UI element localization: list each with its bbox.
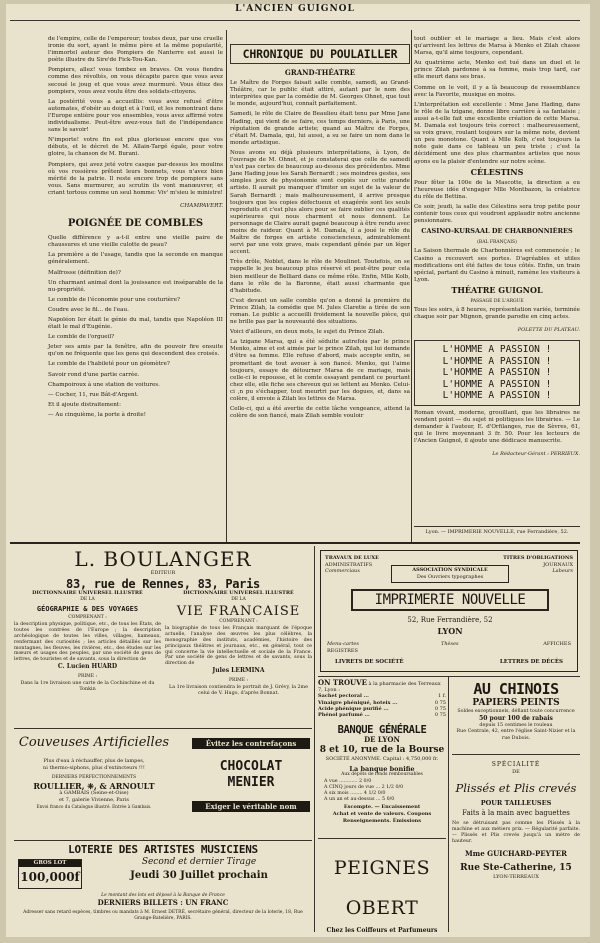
passion-line: L'HOMME A PASSION ! — [442, 378, 552, 390]
paragraph: Pour fêter la 100e de la Mascotte, la direction a eu l'heureuse idée d'engager Mlle Montbazon, la créatrice du rôle de Bettina. — [414, 179, 580, 200]
paragraph: Coudre avec le fil... de l'eau. — [48, 306, 129, 313]
paragraph: Samedi, le rôle de Claire de Beaulieu était tenu par Mme Jane Hading, qui vient de se faire, ces temps derniers, à Paris, une réputation de grande artiste; quand au Maître de Forges, c'était M. Damala, qui, lui aussi, a su se faire un nom dans le monde artistique. — [230, 111, 410, 146]
imp-journaux: JOURNAUX — [543, 561, 573, 568]
section-title: CÉLESTINS — [470, 166, 524, 177]
paragraph: Jeter ses amis par la fenêtre, afin de pouvoir fire ensuite qu'on ne fréquente que les gens qui descendent des croisés. — [48, 344, 223, 358]
dict-comprenant: COMPRENANT : — [219, 618, 258, 624]
ad-line: Plus d'eau à réchauffer, plus de lampes, — [43, 758, 145, 764]
imp-right-top — [503, 555, 573, 575]
signature: CHAMPAVERT. — [180, 202, 223, 209]
item: Phénol parfumé ... — [318, 712, 370, 719]
section-title: CASINO-KURSAAL DE CHARBONNIÈRES — [421, 227, 573, 236]
ad-couveuses — [14, 732, 174, 838]
paragraph: Le comble de l'économie pour une couturière? — [48, 296, 181, 303]
ad-line: et 7, galerie Vivienne, Paris — [59, 796, 129, 803]
ad-spec: SPÉCIALITÉ — [491, 761, 541, 768]
dict-head: DICTIONNAIRE UNIVERSEL ILLUSTRÉ — [183, 590, 294, 596]
imp-assoc — [391, 565, 509, 583]
item: Vinaigre phéniqué, hoteix ... — [318, 699, 398, 706]
paragraph: C'est devant un salle comble qu'on a donné la première du Prince Zilah, la comédie que M. Jules Claretie a tirée de son roman. Le public a accueilli froidement la nouvelle pièce, qui ne brille pas par la nouveauté des situations. — [230, 297, 410, 326]
ad-address: Rue Ste-Catherine, 15 — [460, 862, 572, 873]
dict-prime: Dans la 1re livraison une carte de la Cochinchine et du Tonkin — [20, 680, 155, 693]
ad-city: LYON-TERREAUX — [493, 873, 539, 880]
ad-line: Soldes exceptionnels, défiant toute concurrence — [457, 709, 575, 714]
ad-title: Couveuses Artificielles — [18, 735, 170, 750]
imp-assoc-1: ASSOCIATION SYNDICALE — [412, 567, 488, 573]
imp-right-bottom — [543, 641, 571, 648]
price: 1 f. — [437, 693, 446, 700]
paragraph: Le comble de l'orgueil? — [48, 334, 115, 341]
newspaper-header: L'ANCIEN GUIGNOL — [235, 4, 355, 14]
passion-line: L'HOMME A PASSION ! — [442, 390, 552, 402]
ad-line: DERNIERS PERFECTIONNEMENTS — [51, 774, 137, 780]
imp-commerciaux: Commerciaux — [325, 568, 361, 574]
section-subtitle: (BAL FRANÇAIS) — [477, 240, 517, 246]
ad-faits: Faits à la main avec baguettes — [462, 809, 570, 818]
ad-banque — [318, 724, 446, 836]
dict-title: VIE FRANCAISE — [176, 603, 301, 619]
imp-travaux: TRAVAUX DE LUXE — [325, 555, 379, 561]
imp-assoc-2: Des Ouvriers typographes — [416, 574, 484, 580]
section-title: POIGNÉE DE COMBLES — [67, 218, 204, 230]
paragraph: La postérité vous a accueillis: vous avez refusé d'être automates, d'obéir au doigt et à l'œil, et les remontrant dans l'Europe entière pour vos ensembles, vous avez affirmé votre individualisme. Peut-être avez-vous fait de l'indépendance sans le savoir! — [48, 98, 223, 134]
column-3 — [414, 36, 580, 524]
paragraph: Pompiers, qui avez jeté votre casque par-dessus les moulins où vos rossières prêtent leurs bonnets, vous n'avez bien mérité de la patrie. Il reste encore trop de pompiers sans vous. Sans murmurer, au scrutin ils vont manœuvrer, et criant tortous comme un seul homme: Viv' m'sieu le ministre! — [48, 161, 223, 196]
section-subtitle: GRAND-THÉATRE — [284, 68, 356, 77]
imp-livrets: LIVRETS DE SOCIÉTÉ — [335, 659, 404, 665]
section-subtitle: PASSAGE DE L'ARGUE — [470, 299, 524, 304]
imp-name: IMPRIMERIE NOUVELLE — [351, 589, 549, 611]
paragraph: Quelle différence y a-t-il entre une vieille paire de chaussures et une vieille culotte de peau? — [48, 235, 223, 249]
imp-address: 52, Rue Ferrandière, 52 — [407, 616, 493, 624]
ad-address: 83, rue de Rennes, 83, Paris — [66, 576, 260, 591]
passion-line: L'HOMME A PASSION ! — [442, 344, 552, 356]
ad-ontrouve — [318, 680, 446, 720]
paragraph: Et il ajoute distraitement: — [48, 401, 122, 408]
item: Acide phénique purifié ... — [318, 705, 389, 712]
ad-auchinois — [452, 680, 580, 750]
column-2 — [230, 66, 410, 546]
ad-chocolat — [192, 738, 310, 834]
section-title: THÉATRE GUIGNOL — [451, 284, 543, 295]
paragraph: de l'empire, celle de l'empereur; toutes deux, par une cruelle ironie du sort, ayant le même père et la même popularité, l'immortel auteur des Pompiers de Nanterre est aussi le poète illustre du Sire'de Fick-Tou-Kan. — [48, 36, 223, 64]
price: 0 75 — [434, 705, 446, 712]
paragraph: Celle-ci, qui a été avertie de cette lâche vengeance, attend la colère de son fiancé, mais Zilah semble vouloir — [230, 406, 410, 420]
column-1 — [48, 36, 223, 541]
imp-admin: ADMINISTRATIFS — [325, 561, 373, 568]
ad-name: ROULLIER, ❈, & ARNOULT — [33, 781, 155, 792]
ads-rule — [14, 840, 312, 841]
passion-box — [414, 340, 580, 406]
ads-rule — [14, 728, 312, 729]
paragraph: La première a de l'usage, tandis que la seconde en manque généralement. — [48, 252, 223, 266]
ad-lead: ON TROUVE — [318, 678, 367, 687]
imp-theses: Thèses — [441, 641, 459, 647]
imprint: Lyon. — IMPRIMERIE NOUVELLE, rue Ferrandière, 52. — [414, 526, 580, 535]
paragraph: Pompiers, allez! vous tombez en braves. On vous fiendra comme des révoltés, on vous décapite parce que vous avez secoué le joug et que vous avez murmuré. Vous étiez des pompiers, vous avez voulu être des soldats-citoyens. — [48, 67, 223, 95]
ad-boulanger — [14, 548, 312, 726]
imp-affiches: AFFICHES — [543, 641, 571, 647]
paragraph: Tous les soirs, à 8 heures, représentation variée, terminée chaque soir par Mignon, grande parodie en cinq actes. — [414, 307, 580, 321]
ad-subtitle: PAPIERS PEINTS — [472, 698, 560, 708]
ad-name: CHOCOLAT — [219, 759, 283, 774]
paragraph: La Saison thermale de Charbonnières est commencée ; le Casino a recouvert ses portes. D'agréables et utiles modifications ont été faites de tous côtés. Enfin, un train spécial, partant du Casino à minuit, ramène les visiteurs à Lyon. — [414, 248, 580, 283]
imp-labeurs: Labeurs — [552, 568, 573, 574]
rate: A vue ............ 2 0/0 — [324, 779, 372, 785]
dict-de: DE LA — [80, 596, 95, 602]
imp-left-bottom — [327, 641, 359, 654]
ads-divider — [314, 546, 315, 932]
dict-prime-label: PRIME : — [228, 677, 249, 683]
dict-comprenant: COMPRENANT : — [68, 614, 107, 620]
ad-title: LOTERIE DES ARTISTES MUSICIENS — [68, 843, 258, 856]
paragraph: Très drôle, Noblet, dans le rôle de Moulinet. Toutefois, on se rappelle le jeu beaucoup plus réservé et peut-être pour cela bien meilleur de Belliard dans ce même rôle. Enfin, Mlle Kolb, dans le rôle de la Baronne, était aussi charmante que d'habitude. — [230, 259, 410, 294]
ad-loterie — [14, 843, 312, 929]
ad-line: depuis 15 centimes le rouleau — [479, 722, 553, 728]
rate: A un an et au-dessus ... 5 0/0 — [324, 796, 395, 802]
paragraph: Un charmant animal dont la jouissance est inséparable de la nu-propriété. — [48, 279, 223, 293]
ad-text: Ne se détruisant pas comme les Plissés à la machine et aux métiers prix. — Régularité parfaite. — Plissés et Plis crevés jusqu'à un mètre de hauteur. — [452, 821, 580, 845]
gros-lot-value: 100,000f — [20, 869, 80, 884]
dict-author: C. Lucien HUARD — [57, 662, 118, 670]
paragraph: N'importe! votre fin est plus glorieuse encore que vos débuts, et le décret de M. Allain-Targé égale, pour votre gloire, la chanson de M. Burani. — [48, 137, 223, 158]
ad-line: ni thermo-siphons, plus d'extincteurs !!! — [43, 764, 145, 771]
rates-list — [318, 779, 446, 802]
ad-bonifie: La banque bonifie — [349, 764, 415, 773]
dict-prime: La 1re livraison contiendra le portrait de J. Grévy, la 2me celui de V. Hugo, d'après Bonnat. — [169, 684, 308, 697]
ad-subtitle: ÉDITEUR — [150, 570, 176, 576]
paragraph: — Cocher, 11, rue Bât-d'Argent. — [48, 391, 139, 398]
ad-title: L. BOULANGER — [74, 547, 252, 571]
ad-imprimerie — [320, 550, 578, 672]
redacteur: Le Rédacteur-Gérant : PERRIEUX. — [492, 451, 580, 458]
price: 0 75 — [434, 699, 446, 706]
ad-title: BANQUE GÉNÉRALE — [337, 724, 427, 736]
ad-de: DE — [512, 768, 520, 775]
paragraph: Malfrosse (définition de)? — [48, 269, 121, 276]
paragraph: L'interprétation est excellente : Mme Jane Hading, dans le rôle de la tzigane, donne libre carrière à sa fantaisie ; aussi a-t-elle fait une excellente création de cette Marsa. M. Damala est toujours très correct : malheureusement, sa voix grave, roulant toujours sur la même note, devient un peu monotone. Quant à Mlle Kolb, c'est toujours la note gaie dans ce tableau un peu triste ; c'est la décidément une des plus charmantes artistes que nous ayons eu la plaisir d'entendre sur notre scène. — [414, 101, 580, 165]
ad-line: à la pharmacie des Terreaux 7, Lyon : — [318, 681, 441, 694]
ad-pour: POUR TAILLEUSES — [480, 798, 552, 807]
ads-top-rule — [10, 542, 580, 544]
paragraph: Napoléon Ier était le génie du mal, tandis que Napoléon III était le mal d'Eugénie. — [48, 317, 223, 331]
paragraph: Nous avons eu déjà plusieurs interprétations, à Lyon, de l'ouvrage de M. Ohnet, et je constaterai que celle de samedi n'est pas certes de beaucoup au-dessus des précédentes. Mme Jane Hading joue les Sarah Bernardt ; ses moindres gestes, ses simples jeux de physionomie sont copiés sur cette grande artiste. Il aurait pu manquer d'imiter un sujet de la valeur de Sarah Bernardt ; mais malheureusement, il arrive presque toujours que les copies défectueux et exagérés sont les seuls reproduits et c'est plus alors pour se faire oublier ces qualités supérieures qui nous charment et nous donnent. Le personnage de Claire aurait gagné beaucoup à être rendu avec moins de raideur. Quant à M. Damala, il a joué le rôle du Maître de forges en artiste consciencieux, admirablement servi par une voix grave, mais cependant gênée par un léger accent. — [230, 149, 410, 256]
dict-vie-francaise — [165, 590, 312, 726]
item: Sachet pectoral ... — [318, 693, 369, 700]
ad-second: Second et dernier Tirage — [141, 857, 257, 867]
dict-text: la description physique, politique, etc., de tous les États, de toutes les contrées de l'Europe ; la description archéologique de toutes les villes, villages, hameaux, renfermant des curiosités ; les articles détaillés sur les montagnes, les fleuves, les rivières, etc., des études sur les mœurs et usages des peuples, par une société de gens de lettres, de touristes et de savants, sous la direction de — [14, 622, 161, 663]
ad-capital: SOCIÉTÉ ANONYME. Capital : 4,750,000 fr. — [325, 755, 439, 762]
paragraph: La tzigane Marsa, qui a été séduite autrefois par le prince Menko, aime et est aimée par le prince Zilah, qui lui demande d'être sa femme. Elle refuse d'abord, mais accepte enfin, se promettant de tout avouer à son fiancé. Menko, qui l'aime toujours, essaye de détourner Marsa de ce mariage, mais celle-ci le repousse, et le comte essayant pendant ce pourtant chez elle, elle fiche ses cheveux qui se lettent au Menko. Celui-ci ,n pu s'échapper, tout meurtri par les dogues, et, dans sa colère, il envoie à Zilah les lettres de Marsa. — [230, 339, 410, 403]
imp-left-top — [325, 555, 385, 575]
ad-line: 50 pour 100 de rabais — [479, 714, 553, 722]
rate: A six mois ........ 4 1/2 0/0 — [324, 790, 386, 796]
imp-menu: Menu-cartes — [327, 641, 359, 647]
paragraph: Le Maître de Forges faisait salle comble, samedi, au Grand-Théâtre, car le public était attiré, autant par le nom des interprètes que par la comédie de M. Georges Ohnet, que tout le monde, aujourd'hui, connaît parfaitement. — [230, 80, 410, 108]
ad-title: Plissés et Plis crevés — [455, 780, 577, 795]
dict-prime-label: PRIME : — [77, 673, 98, 679]
signature: POLETTE DU PLATEAU. — [517, 327, 580, 334]
paragraph: Voici d'ailleurs, en deux mots, le sujet du Prince Zilah. — [230, 329, 385, 336]
gros-lot-label: GROS LOT — [19, 860, 81, 867]
ad-line: Adresser sans retard espèces, timbres ou mandats à M. Ernest DETRÉ, secrétaire général, directeur de la loterie, 18, Rue Grange-Batelière, PARIS. — [23, 910, 303, 921]
rate: A CINQ jours de vue ... 2 1/2 0/0 — [324, 784, 404, 790]
ad-subtitle: DE LYON — [364, 735, 400, 744]
price-row — [318, 712, 446, 718]
ad-subtitle: Chez les Coiffeurs et Parfumeurs — [326, 927, 438, 934]
ad-plisses — [452, 758, 580, 930]
imp-city: LYON — [437, 626, 463, 636]
ad-name-2: MENIER — [227, 775, 275, 790]
ad-peignes — [318, 842, 446, 934]
passion-line: L'HOMME A PASSION ! — [442, 355, 552, 367]
imp-titres: TITRES D'OBLIGATIONS — [503, 555, 573, 561]
imp-deces: LETTRES DE DÉCÈS — [499, 659, 563, 665]
dict-head: DICTIONNAIRE UNIVERSEL ILLUSTRÉ — [32, 590, 143, 596]
paragraph: — Au cinquième, la porte à droite! — [48, 411, 146, 418]
paragraph: Au quatrième acte, Menko est tué dans un duel et le prince Zilah pardonne à sa femme, mais trop tard, car elle meurt dans ses bras. — [414, 60, 580, 81]
ad-title: AU CHINOIS — [473, 680, 559, 698]
ad-line: Renseignements. Émissions — [342, 817, 422, 824]
paragraph: Le comble de l'habileté pour un géomètre? — [48, 361, 170, 368]
ads-divider — [448, 676, 449, 932]
ads-rule — [452, 754, 580, 755]
ad-exiger: Exiger le véritable nom — [192, 801, 310, 812]
dict-text: la biographie de tous les Français marquant de l'époque actuelle, l'analyse des œuvres les plus célèbres, la monographie des instituts, académies, l'histoire des principaux théâtres et journaux, etc., en général, tout ce qui concerne la vie intellectuelle et sociale de la France. Par une société de gens de lettres et de savants, sous la direction de — [165, 626, 312, 667]
ad-line: Le montant des lots est déposé à la Banque de France — [101, 893, 225, 898]
paragraph: Ce soir, jeudi, la salle des Célestins sera trop petite pour contenir tous ceux qui voudront applaudir notre ancienne pensionnaire. — [414, 203, 580, 225]
ad-line: à GAMBAIS (Seine-et-Oise) — [59, 790, 129, 797]
ad-address: 8 et 10, rue de la Bourse — [319, 744, 445, 755]
ads-rule — [318, 838, 446, 839]
dict-author: Jules LERMINA — [212, 666, 265, 674]
ad-line: Achat et vente de valeurs. Coupons — [332, 811, 432, 818]
ad-name: Mme GUICHARD-PEYTER — [465, 849, 567, 859]
paragraph: tout oublier et le mariage a lieu. Mais c'est alors qu'arrivent les lettres de Marsa à Menko et Zilah chasse Marsa, qu'il aime toujours, cependant. — [414, 36, 580, 57]
ad-line: Rue Centrale, 42, entre l'église Saint-Nizier et la rue Dubois. — [456, 729, 576, 742]
ad-evitez: Évitez les contrefaçons — [192, 738, 310, 749]
ad-line: DERNIERS BILLETS : UN FRANC — [97, 898, 229, 907]
header-rule — [10, 20, 580, 21]
column-divider — [411, 30, 412, 542]
paragraph: Champoiroux à une station de voitures. — [48, 381, 160, 388]
price: 0 75 — [434, 712, 446, 719]
paragraph: Roman vivant, moderne, grouillant, que les libraires ne vendent point — du sujet ni politiques les librairies. — Le demander à l'auteur, E. d'Orfilanges, rue de Sèvres, 61, qui le livre moyennant 3 fr. 50. Pour les lecteurs de l'Ancien Guignol, il ajoute une dédicace manuscrite. — [414, 409, 580, 445]
dict-title: GÉOGRAPHIE & DES VOYAGES — [36, 604, 139, 613]
ad-line: Aux dépôts de fonds remboursables — [341, 772, 423, 778]
paragraph: Comme on le voit, il y a là beaucoup de ressemblance avec la Favorite, musique en moins. — [414, 84, 580, 98]
dict-geographie — [14, 590, 161, 726]
gros-lot-box — [18, 859, 82, 889]
ad-line: Envoi franco du Catalogue illustré. Entrée à Gambais. — [36, 803, 152, 809]
passion-line: L'HOMME A PASSION ! — [442, 367, 552, 379]
dict-de: DE LA — [231, 596, 246, 602]
paragraph: Savoir rond d'une partie carrée. — [48, 371, 140, 378]
column-divider — [226, 30, 227, 542]
ads-rule — [318, 676, 580, 677]
imp-registres: REGISTRES — [327, 647, 358, 654]
ad-title: PEIGNES OBERT — [333, 857, 431, 919]
ad-date: Jeudi 30 Juillet prochain — [130, 870, 268, 881]
chronique-title: CHRONIQUE DU POULAILLER — [230, 44, 410, 64]
ad-line: Escompte. — Encaissement — [343, 804, 421, 811]
